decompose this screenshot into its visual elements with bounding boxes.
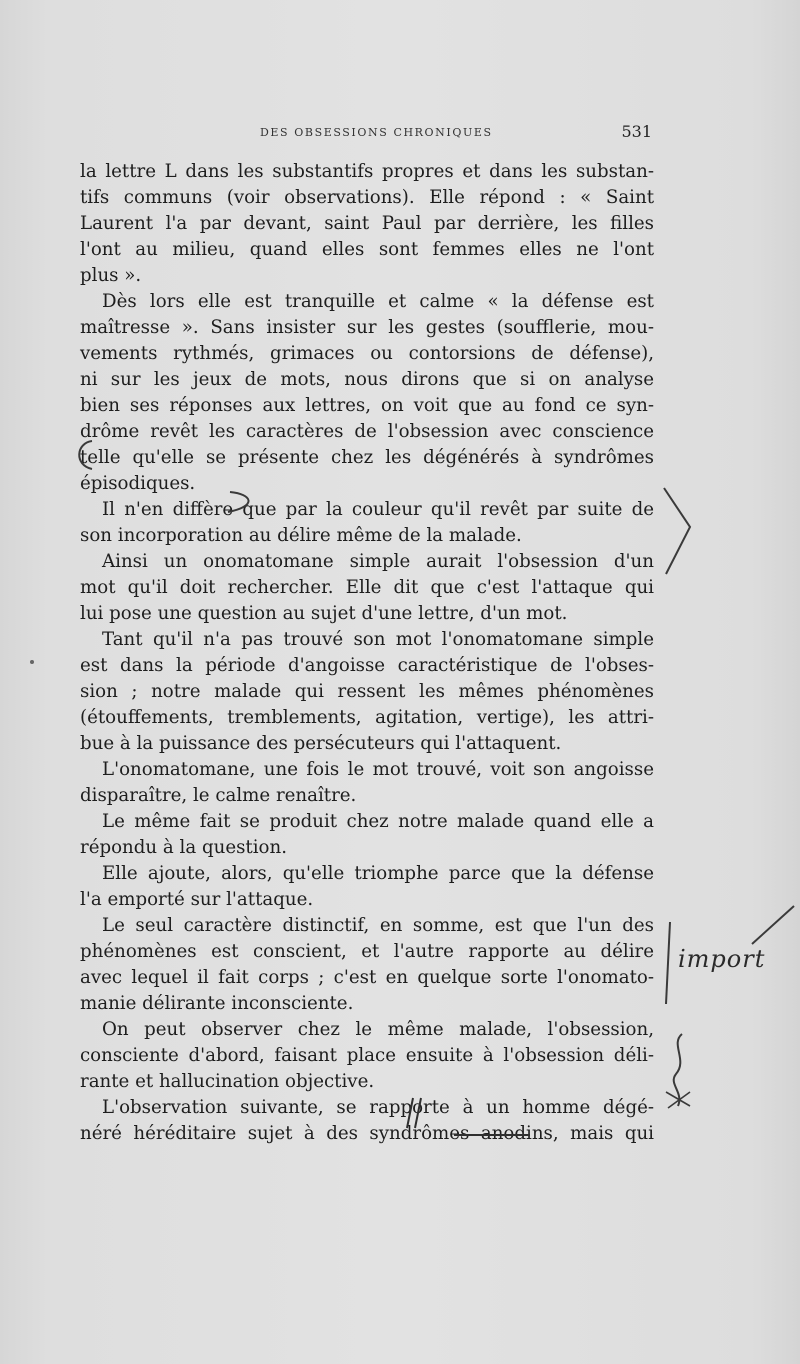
text-line: Tant qu'il n'a pas trouvé son mot l'onomatomane simple: [102, 629, 654, 650]
text-line: l'a emporté sur l'attaque.: [80, 889, 314, 910]
handwritten-slash-mark: [404, 1096, 426, 1130]
text-line: lui pose une question au sujet d'une lettre, d'un mot.: [80, 603, 568, 624]
handwritten-underline-mark: [452, 1130, 532, 1140]
text-line: sion ; notre malade qui ressent les mêmes phénomènes: [80, 681, 654, 702]
handwritten-bracket-close-mark: [222, 488, 270, 516]
text-line: manie délirante inconsciente.: [80, 993, 354, 1014]
text-line: plus ».: [80, 265, 142, 286]
page-number: 531: [621, 122, 652, 141]
text-line: néré héréditaire sujet à des syndrômes anodins, mais qui: [80, 1123, 654, 1144]
text-line: l'ont au milieu, quand elles sont femmes elles ne l'ont: [80, 239, 654, 260]
text-line: L'observation suivante, se rapporte à un homme dégé-: [102, 1097, 654, 1118]
text-line: disparaître, le calme renaître.: [80, 785, 357, 806]
text-line: la lettre L dans les substantifs propres et dans les substan-: [80, 161, 654, 182]
text-line: répondu à la question.: [80, 837, 287, 858]
text-line: rante et hallucination objective.: [80, 1071, 375, 1092]
text-line: épisodiques.: [80, 473, 196, 494]
text-line: ni sur les jeux de mots, nous dirons que si on analyse: [80, 369, 654, 390]
text-line: avec lequel il fait corps ; c'est en quelque sorte l'onomato-: [80, 967, 654, 988]
text-line: Le même fait se produit chez notre malade quand elle a: [102, 811, 654, 832]
text-line: phénomènes est conscient, et l'autre rapporte au délire: [80, 941, 654, 962]
text-line: mot qu'il doit rechercher. Elle dit que c'est l'attaque qui: [80, 577, 654, 598]
text-line: vements rythmés, grimaces ou contorsions de défense),: [80, 343, 654, 364]
page-header: [80, 122, 652, 146]
text-line: Le seul caractère distinctif, en somme, est que l'un des: [102, 915, 654, 936]
text-line: drôme revêt les caractères de l'obsession avec conscience: [80, 421, 654, 442]
text-line: (étouffements, tremblements, agitation, vertige), les attri-: [80, 707, 654, 728]
stray-dot-mark: [30, 660, 34, 664]
text-line: tifs communs (voir observations). Elle répond : « Saint: [80, 187, 654, 208]
margin-note: import: [678, 945, 766, 973]
text-line: Elle ajoute, alors, qu'elle triomphe parce que la défense: [102, 863, 654, 884]
text-line: Ainsi un onomatomane simple aurait l'obsession d'un: [102, 551, 654, 572]
text-line: bien ses réponses aux lettres, on voit que au fond ce syn-: [80, 395, 654, 416]
text-line: On peut observer chez le même malade, l'obsession,: [102, 1019, 654, 1040]
text-line: est dans la période d'angoisse caractéristique de l'obses-: [80, 655, 654, 676]
text-line: Il n'en diffère que par la couleur qu'il revêt par suite de: [102, 499, 654, 520]
text-line: maîtresse ». Sans insister sur les gestes (soufflerie, mou-: [80, 317, 654, 338]
text-line: son incorporation au délire même de la malade.: [80, 525, 522, 546]
text-line: bue à la puissance des persécuteurs qui l'attaquent.: [80, 733, 562, 754]
handwritten-arrow-mark: [660, 482, 700, 582]
text-line: L'onomatomane, une fois le mot trouvé, voit son angoisse: [102, 759, 654, 780]
handwritten-brace-mark: [660, 1030, 700, 1110]
text-line: Laurent l'a par devant, saint Paul par derrière, les filles: [80, 213, 654, 234]
text-line: consciente d'abord, faisant place ensuite à l'obsession déli-: [80, 1045, 654, 1066]
handwritten-stroke-mark: [748, 900, 800, 948]
running-head: DES OBSESSIONS CHRONIQUES: [260, 126, 493, 139]
handwritten-bracket-open-mark: [70, 435, 100, 475]
text-line: telle qu'elle se présente chez les dégénérés à syndrômes: [80, 447, 654, 468]
text-line: Dès lors elle est tranquille et calme « la défense est: [102, 291, 654, 312]
